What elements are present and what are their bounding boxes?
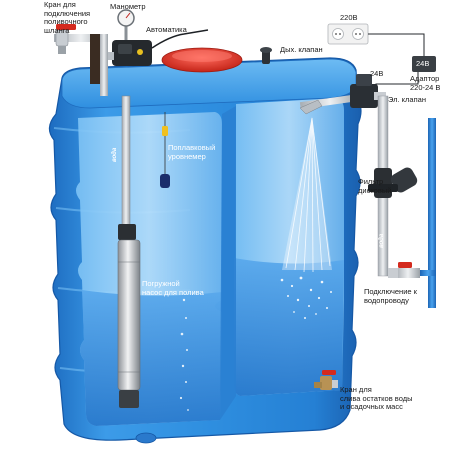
label-voltage-24: 24В xyxy=(370,69,384,78)
pump-base xyxy=(119,390,139,408)
supply-valve xyxy=(396,268,420,278)
label-hose-tap-line: Кран для xyxy=(44,0,76,9)
label-drain-tap-line: Кран для xyxy=(340,385,372,394)
label-pump xyxy=(142,280,204,297)
label-float-gauge-line: Поплавковый xyxy=(168,143,216,152)
label-hose-tap-line: подключения xyxy=(44,8,91,18)
pump-head xyxy=(118,224,136,240)
supply-pipe xyxy=(428,118,436,308)
label-water-supply xyxy=(364,288,417,305)
flow-mark-inlet-top: вода xyxy=(364,108,373,124)
label-water-supply-line: Подключение к xyxy=(364,287,417,296)
label-disc-filter xyxy=(358,178,391,195)
label-drain-tap xyxy=(340,386,412,412)
float-clip xyxy=(162,126,168,136)
label-drain-tap-line: слива остатков воды xyxy=(340,393,413,403)
label-hose-tap xyxy=(44,1,90,35)
hose-tap-bracket xyxy=(90,34,100,84)
label-solenoid-valve: Эл. клапан xyxy=(388,95,426,104)
middle-pillar xyxy=(220,106,236,420)
label-automation: Автоматика xyxy=(146,25,187,34)
right-water xyxy=(234,258,344,396)
left-water xyxy=(80,287,222,426)
label-voltage-220: 220В xyxy=(340,13,358,22)
submersible-pump xyxy=(118,240,140,390)
tank-foot xyxy=(136,433,156,443)
automation-unit xyxy=(112,40,152,66)
label-pump-line: Погружной xyxy=(142,279,180,288)
label-float-gauge-line: уровнемер xyxy=(168,151,206,161)
label-disc-filter-line: дисковый xyxy=(358,185,392,195)
label-hose-tap-line: шланга xyxy=(44,25,70,35)
float xyxy=(160,174,170,188)
power-cable-220 xyxy=(368,34,424,56)
label-water-supply-line: водопроводу xyxy=(364,295,409,305)
label-pump-line: насос для полива xyxy=(142,287,204,297)
label-adapter-line: 220-24 В xyxy=(410,82,441,92)
label-adapter-box: 24В xyxy=(416,59,430,68)
label-float-gauge xyxy=(168,144,215,161)
flow-mark-inlet-lower: вода xyxy=(379,233,385,248)
label-drain-tap-line: и осадочных масс xyxy=(340,402,403,411)
flow-mark-pump-pipe: вода xyxy=(112,147,118,162)
label-adapter xyxy=(410,75,440,92)
label-disc-filter-line: Фильтр xyxy=(358,177,384,186)
label-hose-tap-line: поливочного xyxy=(44,17,88,26)
label-adapter-line: Адаптор xyxy=(410,74,440,83)
supply-valve-handle xyxy=(398,262,412,268)
label-manometer: Манометр xyxy=(110,2,146,11)
pump-riser-pipe xyxy=(122,96,130,228)
power-sockets xyxy=(328,24,368,44)
solenoid-valve xyxy=(350,84,378,108)
label-air-valve: Дых. клапан xyxy=(280,45,323,54)
